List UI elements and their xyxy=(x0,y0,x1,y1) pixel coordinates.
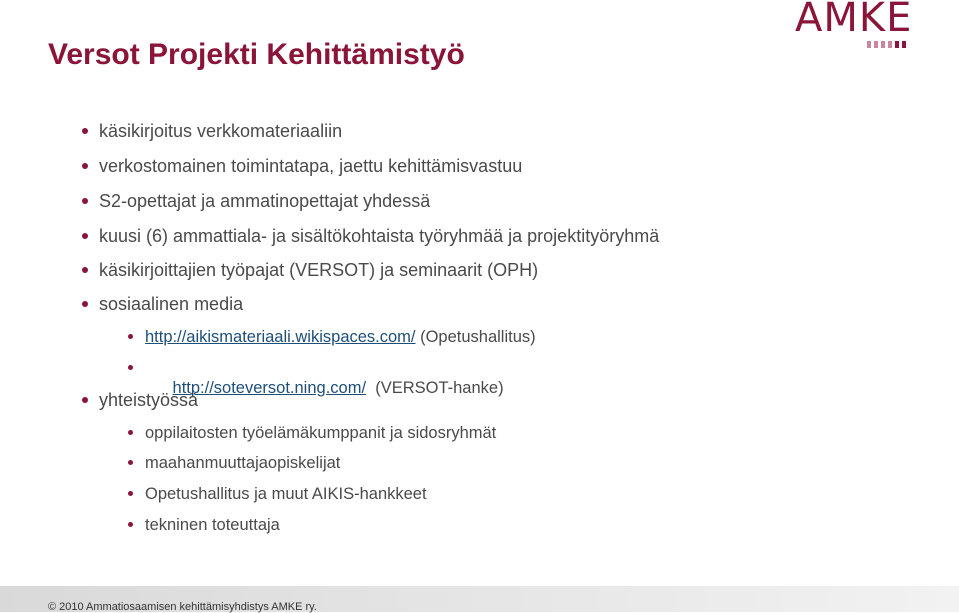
bullet-icon xyxy=(82,233,88,239)
bullet-icon xyxy=(128,334,133,339)
link-note: (VERSOT-hanke) xyxy=(366,379,504,397)
bullet-icon xyxy=(128,365,133,370)
bullet-text: käsikirjoittajien työpajat (VERSOT) ja seminaarit (OPH) xyxy=(99,260,539,280)
bullet-text: yhteistyössä xyxy=(99,390,199,410)
slide-title: Versot Projekti Kehittämistyö xyxy=(48,38,465,71)
bullet-icon xyxy=(82,301,88,307)
copyright-icon: © xyxy=(48,601,57,613)
footer-text: 2010 Ammatiosaamisen kehittämisyhdistys AMKE ry. xyxy=(59,601,317,613)
bullet-text: kuusi (6) ammattiala- ja sisältökohtaista työryhmää ja projektityöryhmä xyxy=(99,226,660,246)
bullet-icon xyxy=(82,397,88,403)
bullet-icon xyxy=(128,430,133,435)
bullet-icon xyxy=(82,198,88,204)
sub-bullet-text: oppilaitosten työelämäkumppanit ja sidosryhmät xyxy=(145,424,497,442)
bullet-text: S2-opettajat ja ammatinopettajat yhdessä xyxy=(99,191,431,211)
footer xyxy=(0,586,959,612)
bullet-text: käsikirjoitus verkkomateriaaliin xyxy=(99,121,343,141)
bullet-icon xyxy=(128,522,133,527)
ning-link[interactable]: http://soteversot.ning.com/ xyxy=(172,379,367,397)
link-note: (Opetushallitus) xyxy=(415,328,536,346)
bullet-text: verkostomainen toimintatapa, jaettu kehittämisvastuu xyxy=(99,156,523,176)
bullet-icon xyxy=(82,128,88,134)
sub-bullet-text: maahanmuuttajaopiskelijat xyxy=(145,454,341,472)
logo-bars xyxy=(867,41,906,48)
bullet-icon xyxy=(82,267,88,273)
amke-logo xyxy=(795,0,925,52)
bullet-icon xyxy=(82,163,88,169)
logo-text: AMKE xyxy=(795,0,913,41)
bullet-icon xyxy=(128,460,133,465)
sub-bullet-text: tekninen toteuttaja xyxy=(145,516,280,534)
wikispaces-link[interactable]: http://aikismateriaali.wikispaces.com/ xyxy=(145,328,416,346)
bullet-icon xyxy=(128,491,133,496)
bullet-text: sosiaalinen media xyxy=(99,294,244,314)
sub-bullet-text: Opetushallitus ja muut AIKIS-hankkeet xyxy=(145,485,427,503)
